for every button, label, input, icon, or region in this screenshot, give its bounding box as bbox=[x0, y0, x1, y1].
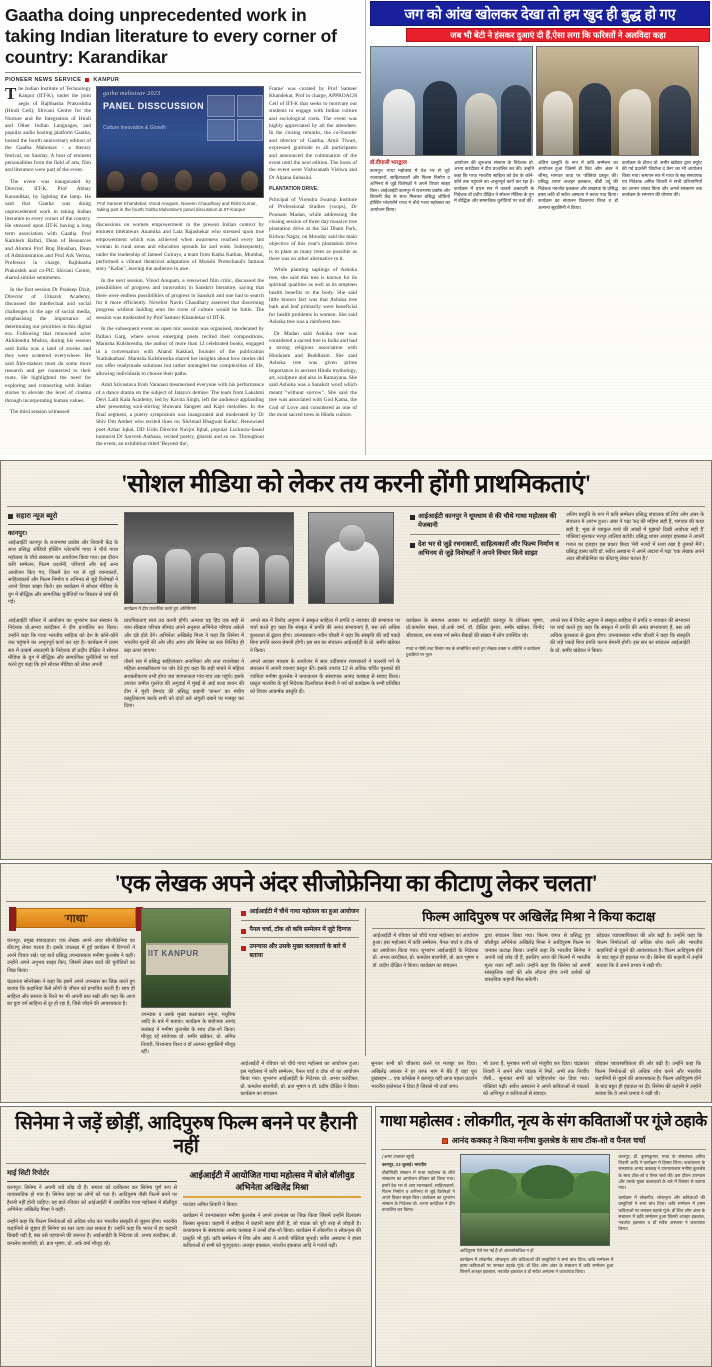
photo-ground bbox=[461, 1213, 609, 1245]
paragraph: Amit Srivastava from Varanasi mesmerised everyone with his performance of a dance drama on the subject of Jataya's demise. The team from Lakshmi Devi Lalit Kala Academy, led by Kavita Singh, left the audience applauding after presenting soul-stirring Shravani Sangeet and Kajri melodies. In the final segment, a poetry symposium was inaugurated and moderated by Dr Shiv Om Amber who recited lines on 'Shrimad Bhagwat Katha'. Renowned poet Azhar Iqbal, DD Urdu Director Navjot Iqbal, popular Lucknow-based humorist Dr Sarvesh Asthana, recited poetry, gharals and so on. Throughout the event, an exhibition titled 'Beyond the', bbox=[96, 382, 264, 448]
reporter-label: माई सिटी रिपोर्टर bbox=[7, 1170, 50, 1177]
photo-wall bbox=[146, 943, 228, 975]
bullet-square-icon bbox=[85, 78, 89, 82]
bullet-text: आईआईटी कानपुर ने धूमधाम से की चौथे गाथा महोत्सव की मेजबानी bbox=[418, 513, 557, 530]
paragraph: कार्यक्रम में लोकगीत, लोकनृत्य और कविताओं की प्रस्तुतियों ने समां बांध दिया। कवि सम्मेलन में हास्य कविताओं पर जमकर ठहाके गूंजे। डॉ शिव ओम अंबर के संचालन में कवि सम्मेलन हुआ जिसमें अजहर इकबाल, नवजोत इकबाल व डॉ सर्वेश अस्थाना ने काव्यपाठ किया। bbox=[459, 1257, 614, 1275]
pioneer-right-column bbox=[366, 0, 712, 455]
paragraph: Dr Madan said Ashoka tree was considered a sacred tree in India and had a strong religious association with Hinduism and Buddhism. She said Ashoka tree was given prime importance in ancient Hindu mythology, art, sculpture and also in Ramayana. She said Ashoka was a Sanskrit word which meant "without sorrow". She said the tree was associated with God Kama, the God of Love and considered as one of the most sacred trees in Hindu culture. bbox=[269, 330, 357, 419]
book-release-photo bbox=[536, 46, 699, 156]
panel3-bullets bbox=[241, 908, 359, 1056]
body-column-2 bbox=[96, 218, 264, 449]
bullet-text: पैनल चर्चा, टॉक शो कवि सम्मेलन में जुटे दिग्गज bbox=[249, 926, 351, 933]
paragraph: In the first session Dr Pradeep Dixit, Director of Utkarsh Academy, discussed the intellectual and social challenges in the age of social media, emphasising the importance of determining our priorities in this digital era. Following that renowned actor Akhilendra Mishra, during his session said India was a land of stories and they were scattered everywhere. He said film-makers must do some more research and get connected to their roots. He highlighted the need for exploring and connecting with Indian stories to elevate the level of cinema through incorporating human values. bbox=[5, 286, 91, 404]
panel4-row bbox=[1, 1164, 371, 1250]
paragraph: In the subsequent event an open mic session was organised, moderated by Pallavi Garg, where seven emerging poets recited their compositions. Manisha Kulshrestha, the author of more than 12 celebrated books, engaged in a conversation with Anand Kakkad, founder of the publication 'Kathakathan'. Manisha Kulshrestha shared her insights about how stories did not offer readymade solutions but rather untangled the complexities of life, allowing individuals to choose their paths. bbox=[96, 326, 264, 377]
paragraph: छोड़कर व्यावसायिकता की ओर बढ़ी है। उन्होंने कहा कि फिल्म निर्माताओं को अधिक शोध करने और भारतीय कहानियों से जुड़ने की आवश्यकता है। फिल्म आदिपुरुष होने के बाद बहुत ही हड़ताल पर दी। सिनेमा की कहानी में उन्होंने बताया कि वे अपने प्रभाव ने रखी थी। bbox=[594, 1061, 701, 1098]
article-panel-lekhak bbox=[0, 863, 712, 1103]
panel2-col-4 bbox=[406, 618, 544, 711]
divider bbox=[372, 928, 705, 929]
photo-tree bbox=[573, 1171, 610, 1199]
paragraph: In the next session, Vinod Anupam, a renowned film critic, discussed the possibilities of progress and innovation in Sanskrit literature, saying that there were endless possibilities of progress in Sanskrit and one had to search for it more efficiently. Novelist Navin Chaudhary asserted that discerning progress without holding onto the roots of culture would be futile. The session was moderated by Prof Sameer Khandekar of IIT-K. bbox=[96, 277, 264, 321]
photo-person bbox=[383, 89, 415, 155]
divider bbox=[241, 920, 359, 921]
photo-face-thumb bbox=[237, 119, 263, 141]
photo-person bbox=[199, 553, 225, 603]
photo-banner-big: PANEL DISSCUSSION bbox=[103, 101, 204, 111]
bullet-item bbox=[241, 926, 359, 935]
page-title: Gaatha doing unprecedented work in taking Indian literature to every corner of country: Karandikar bbox=[5, 5, 337, 67]
paragraph: Principal of Virendra Swarup Institute of Professional Studies (vsops), Dr Poonam Madan, while addressing the closing session of three day massive tree plantation drive at the Sai Dham Park, Kidwai Nagar, on Monday said the main objective of this year's plantation drive is to plant as many trees as possible as there was no other alternative to it. bbox=[269, 196, 357, 262]
dateline: कानपुर। bbox=[8, 530, 28, 537]
panel3-subheadline: फिल्म आदिपुरुष पर अखिलेंद्र मिश्रा ने किया कटाक्ष bbox=[422, 909, 656, 924]
paragraph: आईआईटी में रविवार को चौथे गाथा महोत्सव का आयोजन हुआ। इस महोत्सव में कवि सम्मेलन, पैनल चर्चा व टॉक शो का आयोजन किया गया। शुभारंभ आईआईटी के निदेशक प्रो. अभय करंदीकर, प्रो. कमलेश बाजपेयी, प्रो. ब्रज भूषण व डॉ. प्रदीप दीक्षित ने किया। कार्यक्रम का संचालन bbox=[372, 933, 479, 969]
photo-tree bbox=[521, 1165, 575, 1199]
photo-person bbox=[265, 555, 289, 603]
photo-person bbox=[133, 555, 157, 603]
award-photos-row bbox=[366, 42, 712, 156]
paragraph: While planting saplings of Ashoka tree, she said this tree is known for its spiritual qualities as well as its umpteen health benefits to the body. She said little known fact was that Ashoka tree bark and leaf primarily were beneficial for health problems in women. She said Ashoka tree was a rainforest tree. bbox=[269, 267, 357, 326]
paragraph: कानपुर। गाथा महोत्सव में देश भर से जुटे रचनाकारों, साहित्यकारों और फिल्म निर्माण व अभिनय से जुड़े विशेषज्ञों ने अपने विचार साझा किए। आईआईटी कानपुर में राजभाषा प्रकोष्ठ और शिवानी केंद्र के साथ मिलकर प्रसिद्ध ऑडियो होस्टिंग प्लेटफॉर्म गाथा ने चौथे गाथा महोत्सव का आयोजन किया। bbox=[370, 168, 450, 212]
panel2-col-2 bbox=[124, 618, 244, 711]
body-column-1 bbox=[5, 86, 91, 449]
panel3-col-fg bbox=[365, 1061, 705, 1098]
article-panel-pioneer bbox=[0, 0, 712, 455]
iit-kanpur-gate-photo bbox=[141, 908, 231, 1008]
photo-person bbox=[107, 171, 124, 191]
panel3-row-2 bbox=[1, 1056, 711, 1098]
photo-banner-small: gatha mahotsav 2023 bbox=[103, 91, 161, 97]
photo-person bbox=[543, 91, 573, 155]
bullet-text: उपन्यास और उसके मुख्य कलाकारों के बारे में बताया bbox=[249, 944, 346, 959]
bullet-item bbox=[241, 908, 359, 917]
kicker: PLANTATION DRIVE: bbox=[269, 186, 319, 193]
award-ceremony-photo bbox=[370, 46, 533, 156]
bullet-item bbox=[410, 512, 560, 531]
photo-person bbox=[501, 85, 531, 155]
bullet-square-icon bbox=[8, 514, 13, 519]
panel3-photo-block bbox=[141, 908, 235, 1056]
paragraph: कानपुर, डॉ. कृष्णकुमार, गाथा के संस्थापक अमित तिवारी आदि ने कार्यक्रम में हिस्सा लिया। कथाकथन के संस्थापक आनंद कक्कड़ ने उपन्यासकार मनीषा कुलश्रेष्ठ के साथ टॉक-शो व पैनल चर्चा की। इस दौरान उपन्यास और उसके मुख्य कलाकारों के बारे में विस्तार से बताया गया। bbox=[618, 1154, 705, 1191]
divider bbox=[241, 937, 359, 938]
blue-banner-headline: जग को आंख खोलकर देखा तो हम खुद ही बुद्ध हो गए bbox=[370, 1, 710, 26]
paragraph: आईआईटी कानपुर के राजभाषा प्रकोष्ठ और शिवानी केंद्र के साथ प्रसिद्ध ऑडियो होस्टिंग प्लेटफॉर्म गाथा ने चौथे गाथा महोत्सव के चौथे संस्करण का आयोजन किया गया। इस दौरान कवि सम्मेलन, फिल्म प्रदर्शनी, परिचर्चा और कई अन्य आयोजन किए गए, जिसमें देश भर से जुड़े रचनाकारों, साहित्यकारों और फिल्म निर्माण व अभिनय से जुड़े विशेषज्ञों ने अपने विचार साझा किये। इस कार्यक्रम में सोशल मीडिया के युग में बौद्धिक और सामाजिक चुनौतियों पर विस्तार से चर्चा की गई। bbox=[8, 540, 118, 606]
bullet-square-icon bbox=[442, 1138, 448, 1144]
panel2-photo-block-2 bbox=[308, 512, 404, 612]
paragraph: अंतिम प्रस्तुति के रूप में कवि सम्मेलन प्रसिद्ध संचालक डॉ.शिव ओम अंबर के संचालन में आरंभ हुआ। अंबर ने पढ़ा 'रुद्र की महिमा सही हैं, भागवत की कथा सही है, भूख से व्याकुल बच्चे की आंखों में मुझको दिखी अयोध्या सही है' पंक्तियां सुनाकर भरपूर तालियां बटोरी। प्रसिद्ध शायर अजहर इकबाल ने अपनी गजल का इजहार इस प्रकार किया 'मेरी नजरों में सजा रखा है तुमको मैंने'। प्रसिद्ध हास्य कवि डॉ. सर्वेश अस्थाना ने अपने अंदाज में पढ़ा 'एक लेखक अपने अंदर सीजोफ्रेनिया का कीटाणु लेकर चलता है।' bbox=[566, 512, 704, 563]
byline-service: PIONEER NEWS SERVICE bbox=[5, 77, 82, 83]
panel5-headline: गाथा महोत्सव : लोकगीत, नृत्य के संग कविताओं पर गूंजे ठहाके bbox=[380, 1113, 707, 1130]
gatha-badge: 'गाथा' bbox=[16, 908, 136, 928]
panel5-left-column bbox=[382, 1154, 455, 1276]
divider-gold bbox=[183, 1196, 361, 1198]
paragraph: कार्यक्रम में उपन्यासकार मनीषा कुलश्रेष्ठ ने अपने उपन्यास का जिक्र किया जिसमें उन्होंने दिलचस्प किस्सा सुनाया। कहानी में साहित्य में कहानी सहज होती है, जो पाठक को पूरी तरह से जोड़ती है। कथाकथन के संस्थापक आनंद कक्कड़ ने उनसे टॉक-शो किया। कार्यक्रम में लोकगीत व लोकनृत्य की प्रस्तुति भी हुई। कवि सम्मेलन में शिव ओम अंबर ने अपनी पंक्तियां सुनाईं। सर्वेश अस्थाना ने हास्य कविताओं से सभी को गुदगुदाया। अजहर इकबाल, नवजोत इकबाल आदि ने गजलें पढ़ीं। bbox=[183, 1213, 361, 1250]
bullet-square-icon bbox=[410, 515, 415, 520]
hindi-kicker: डॉ.दीपाली भारद्वाज bbox=[370, 160, 407, 166]
photo-person bbox=[141, 172, 158, 191]
paragraph: आईआईटी में रविवार को चौथे गाथा महोत्सव का आयोजन हुआ। इस महोत्सव में कवि सम्मेलन, पैनल चर्चा व टॉक शो का आयोजन किया गया। शुभारंभ आईआईटी के निदेशक प्रो. अभय करंदीकर, प्रो. कमलेश बाजपेयी, प्रो. ब्रज भूषण व डॉ. प्रदीप दीक्षित ने किया। कार्यक्रम का संचालन bbox=[240, 1061, 359, 1098]
photo-banner-sub: Culture Innovation & Growth bbox=[103, 125, 166, 131]
panel2-headline: 'सोशल मीडिया को लेकर तय करनी होंगी प्राथमिकताएं' bbox=[120, 471, 592, 498]
photo-backdrop bbox=[125, 513, 293, 547]
iit-kanpur-sign: IIT KANPUR bbox=[148, 949, 199, 958]
pioneer-body bbox=[0, 86, 365, 449]
byline-place: KANPUR bbox=[93, 77, 120, 83]
paragraph: कानपुर, प्रमुख संवाददाता। एक लेखक अपने अंदर सीजोफ्रेनिया का कीटाणु लेकर चलता है। इसके उपलक्ष्य में हुई कार्यक्रम में दिग्गजों ने अपने विचार रखे। यह बातें प्रसिद्ध उपन्यासकार मनीषा कुलश्रेष्ठ ने कही। उन्होंने अपने अनुभव साझा किए, जिसमें लेखन कार्य की चुनौतियों का जिक्र किया। bbox=[7, 938, 135, 974]
speaker-photo bbox=[308, 512, 394, 604]
article-panel-gatha-mahotsav bbox=[375, 1106, 712, 1367]
panel2-top-row bbox=[1, 507, 711, 612]
paragraph: अगले सत्र में विनोद अनुपम ने संस्कृत साहित्य में प्रगति व नवाचार की संभावना पर चर्चा करते हुए कहा कि संस्कृत में प्रगति की अनंत संभावनाएं हैं, बस उसे अधिक कुशलता से ढूंढना होगा। उपन्यासकार नवीन चौधरी ने कहा कि संस्कृति की जड़ें पकड़े बिना प्रगति करना बेमानी होगी। इस सत्र का संचालन आईआईटी के प्रो. समीर खंडेकर ने किया। bbox=[550, 618, 690, 654]
paragraph: अगले अवसर माध्यम के आयोजन में सात उदीयमान रचनाकारों ने पल्लवी गर्ग के संचालन में अपनी रचनाएं प्रस्तुत कीं। इसके उपरांत 12 से अधिक चर्चित पुस्तकों की रचयिता मनीषा कुलश्रेष्ठ ने कथाकथन के संस्थापक आनंद कक्कड़ से संवाद किया। प्रस्तुत भारतीय के पूर्व निदेशक दिल्लीवाल बेनानी ने पर्व को कार्यक्रम के सभी प्रतिष्ठित को विचार आकर्षक प्रस्तुति दी। bbox=[250, 659, 400, 695]
bureau-label bbox=[8, 512, 118, 521]
photo-person-head bbox=[339, 525, 365, 551]
panel-discussion-photo bbox=[96, 86, 264, 198]
panel2-bullets bbox=[410, 512, 560, 612]
panel2-col-5 bbox=[550, 618, 690, 711]
article-panel-cinema bbox=[0, 1106, 372, 1367]
paragraph: कार्यक्रम के समापन अवसर पर आईआईटी कानपुर के प्रोफेसर भूषण, प्रो.कमलेश बंसल, प्रो.अर्क वर्मा, डॉ. दीक्षित कुमार, समीर खंडेकर, विनोद श्रीवास्तव, राम शास्त्र गर्ग समेत सैकड़ों की संख्या में लोग उपस्थित रहे। bbox=[406, 618, 544, 639]
hindi-column-3 bbox=[538, 160, 618, 213]
bullet-square-icon bbox=[241, 911, 246, 916]
panel4-left-column bbox=[7, 1169, 177, 1250]
byline bbox=[0, 73, 365, 86]
panel2-col-1b bbox=[8, 618, 118, 711]
photo-person bbox=[619, 89, 651, 155]
photo-person bbox=[233, 547, 259, 603]
bullet-square-icon bbox=[410, 543, 415, 548]
paragraph: discussions on women empowerment in the present Indian context by eminent littérateurs Anamika and Lata Rajashekar who stressed upon true empowerment which was achieved when awareness reached every last woman in rural areas and education spreads far and wide. Subsequently, under the leadership of Jameel Gulrays, a team from Katha Kathan, Mumbai, performed a vibrant theatrical adaptation of Munshi Premchand's famous story "Kafan", leaving the audience in awe. bbox=[96, 222, 264, 273]
panel3-right-block bbox=[365, 908, 705, 1056]
panel3-col-c bbox=[240, 1061, 359, 1098]
byline: (अमर उजाला ब्यूरो) bbox=[382, 1154, 415, 1159]
divider bbox=[410, 534, 560, 535]
bullet-text: आईआईटी में चौथे गाथा महोत्सव का हुआ आयोजन bbox=[249, 909, 359, 915]
divider bbox=[8, 524, 118, 525]
panel5-row bbox=[376, 1150, 711, 1276]
panel4-headline: सिनेमा ने जड़ें छोड़ीं, आदिपुरुष फिल्म बनने पर हैरानी नहीं bbox=[15, 1113, 357, 1157]
campus-photo bbox=[460, 1154, 610, 1246]
paragraph: प्राथमिकताएं स्वयं तय करनी होंगी। अन्यथा यह हिंद एक सही से जान सीखता परिचय सीमांद अपने अनुसार अभिनेता परिचय अकेले और दबे होते देंगे। अभिनेता अखिलेंद्र मिश्रा ने कहा कि सिनेमा में भारतीय मूल्यों की ओर लौट आगा और सिनेमा का स्तर निश्चित ही बढ़ा ऊपर जाएगा। bbox=[124, 618, 244, 654]
paragraph: कार्यक्रम के दौरान प्रो. समीर खंडेकर द्वारा क्यूरेट की गई प्रदर्शनी 'बियॉन्ड द फ्रेम' का भी आयोजन किया गया। समापन सत्र में गाथा के सह संस्थापक एवं निदेशक अमित तिवारी ने सभी प्रतिभागियों का आभार व्यक्त किया और अगले संस्करण तक कार्यक्रम के समापन की घोषणा की। bbox=[622, 160, 702, 198]
panel5-subheadline-row bbox=[376, 1133, 711, 1149]
photo-caption: Prof Sameer Khandekar, Vinod Anupam, Naveen Chaudhary and Rishi Kumar, taking part in the fourth Gatha Mahotsav's panel discussion at IIT-Kanpur bbox=[97, 201, 257, 212]
photo-face-thumb bbox=[207, 119, 235, 141]
photo-figure bbox=[96, 86, 264, 449]
paragraph: तीसरे सत्र में प्रसिद्ध साहित्यकार अनामिका और लता राजशेखर ने महिला सशक्तीकरण पर जोर देते हुए कहा कि सही मायने में महिला सशक्तीकरण तभी होगा जब जागरूकता गांव-गांव तक पहुंचे। इसके उपरांत जमील गुलरेज़ की अगुवाई में मुंबई से आई कथा कथन की टीम ने मुंशी प्रेमचंद की प्रसिद्ध कहानी 'कफन' का मंचीय प्रस्तुतिकरण करके सभी को दांतों तले अंगुली दबाने पर मजबूर कर दिया। bbox=[124, 659, 244, 710]
gatha-badge-wrap bbox=[7, 908, 135, 928]
panel4-right-column bbox=[183, 1169, 361, 1250]
paragraph: आयोजन की शुरुआत संस्थान के निदेशक प्रो. अभय करंदीकर ने दीप प्रज्वलित कर की। उन्होंने कहा कि गाथा भारतीय साहित्य को देश के कोने-कोने तक पहुंचाने का अभूतपूर्व कार्य कर रहा है। कार्यक्रम में प्रथम सत्र में उत्कर्ष अकादमी के निदेशक डॉ प्रदीप दीक्षित ने सोशल मीडिया के युग में बौद्धिक और सामाजिक चुनौतियों पर चर्चा की। bbox=[454, 160, 534, 204]
panel3-left-block bbox=[7, 908, 135, 1056]
paragraph: उपन्यास व उसके मुख्य कलाकार नमूना, मधुरिमा आदि के बारे में बताया। कार्यक्रम के संयोजक आनंद कक्कड़ ने मनीषा कुलश्रेष्ठ के साथ टॉक-शो किया। मौजूद रहे संयोजक प्रो. समीर खंडेकर, प्रो. अमित तिवारी, विश्वनाथ विश्व व डॉ अल्पना सुहासिनी मौजूद रहीं। bbox=[141, 1012, 236, 1056]
panel5-subheadline: आनंद कक्कड़ ने किया मनीषा कुलश्रेष्ठ के साथ टॉक-शो व पैनल चर्चा bbox=[451, 1136, 646, 1145]
photo-tree bbox=[469, 1169, 517, 1199]
panel2-column-last bbox=[566, 512, 704, 612]
bullet-square-icon bbox=[241, 946, 246, 951]
photo-person bbox=[241, 171, 258, 191]
photo-person bbox=[659, 85, 691, 155]
lamp-lighting-photo bbox=[124, 512, 294, 604]
photo-person bbox=[579, 83, 611, 155]
bullet-text: देश भर से जुड़े रचनाकारों, साहित्यकारों और फिल्म निर्माण व अभिनय से जुड़े विशेषज्ञों ने अपने विचार किये साझा bbox=[418, 540, 559, 558]
panel2-bureau-block bbox=[8, 512, 118, 612]
paragraph: अंतिम प्रस्तुति के रूप में कवि सम्मेलन का आयोजन हुआ जिसमें डॉ शिव ओम अंबर ने श्रीमद् भागवत कथा पर पंक्तियां प्रस्तुत कीं। प्रसिद्ध शायर अजहर इकबाल, डीडी उर्दू की निदेशक नवजोत इकबाल और लखनऊ के प्रसिद्ध हास्य कवि डॉ सर्वेश अस्थाना ने काव्य पाठ किया। कार्यक्रम का संचालन विश्वनाथ विश्व व डॉ अल्पना सुहासिनी ने किया। bbox=[538, 160, 618, 210]
panel3-subcolumns bbox=[372, 933, 705, 985]
photo-face-thumb bbox=[207, 95, 235, 117]
paragraph: छोड़कर व्यावसायिकता की ओर बढ़ी है। उन्होंने कहा कि फिल्म निर्माताओं को अधिक शोध करने और भारतीय कहानियों से जुड़ने की आवश्यकता है। फिल्म आदिपुरुष होने के बाद बहुत ही हड़ताल पर दी। सिनेमा की कहानी में उन्होंने बताया कि वे अपने प्रभाव ने रखी थी। bbox=[596, 933, 703, 969]
paragraph: अगले सत्र में विनोद अनुपम ने संस्कृत साहित्य में प्रगति व नवाचार की संभावना पर चर्चा करते हुए कहा कि संस्कृत में प्रगति की अनंत संभावनाएं हैं, बस उसे अधिक कुशलता से ढूंढना होगा। उपन्यासकार नवीन चौधरी ने कहा कि संस्कृति की जड़ें पकड़े बिना प्रगति करना बेमानी होगी। इस सत्र का संचालन आईआईटी के प्रो. समीर खंडेकर ने किया। bbox=[250, 618, 400, 654]
panel3-row bbox=[1, 902, 711, 1056]
bullet-item bbox=[410, 540, 560, 559]
paragraph: The Indian Institute of Technology Kanpur (IIT-K), under the joint aegis of Rajbhasha Prakoshtha (Hindi Cell), Shivani Centre for the Nurture and Re Integration of Hindi and Other Indian Languages, and popular audio hosting platform Gaatha, hosted the fourth anniversary edition of the Gaatha Mahotsav - a literary festival, on Sunday. A host of eminent personalities from the field of arts, film and literature were part of the event. bbox=[5, 84, 91, 174]
paragraph: Frame' was curated by Prof Sameer Khandekar, Prof in charge, APPROACH Cell of IIT-K that seeks to motivate our students to engage with Indian culture and sociological roots. The event was highly appreciated by all the attendees. In the closing remarks, the co-founder and director of Gaatha, Amit Tiwari, expressed gratitude to all participants and announced the culmination of the event until the next edition. The hosts of the event were Vishwanath Vishwa and Dr Alpana Suhasini. bbox=[269, 86, 357, 181]
paragraph: प्रौद्योगिकी संस्थान में गाथा महोत्सव के चौथे संस्करण का आयोजन रविवार को किया गया। इसमें देश भर से आए रचनाकारों, साहित्यकारों, फिल्म निर्माण व अभिनय से जुड़े विशेषज्ञों ने अपने विचार साझा किए। कार्यक्रम का शुभारंभ संस्थान के निदेशक प्रो. अभय करंदीकर ने दीप प्रज्वलित कर किया। bbox=[382, 1170, 455, 1213]
paragraph: फाउंडर अमित तिवारी ने किया। bbox=[183, 1202, 238, 1208]
panel4-subheadline: आईआईटी में आयोजित गाथा महोत्सव में बोले बॉलीवुड अभिनेता अखिलेंद्र मिश्रा bbox=[189, 1170, 355, 1192]
article-panel-sahara bbox=[0, 460, 712, 860]
paragraph: The third session witnessed bbox=[10, 409, 70, 416]
paragraph: सुनकर सभी को चौंकाया करने पर मजबूर कर दिया। अखिलेंद्र अकबर ने हर तरफ भाग में बैठे हैं यहां पूरा दुखसहन ... एक कॉन्फ़्रेंस ने कानपुर वहीं आज पहला प्रदर्शन भारतीय इस्तेमाल ने दिया है जिससे भी उर्जा जगा। bbox=[370, 1061, 477, 1090]
paragraph: कानपुर। सिनेमा ने अपनी जड़ें छोड़ दी हैं। समाज को दरकिनार कर सिनेमा पूर्ण रूप से व्यावसायिक हो गया है। सिनेमा बाहर का लोगों को पता है। आदिपुरुष जैसी फिल्में बनने पर हैरानी नहीं होनी चाहिए। यह बातें रविवार को आईआईटी में आयोजित गाथा महोत्सव में बॉलीवुड अभिनेता अखिलेंद्र मिश्रा ने कहीं। bbox=[7, 1185, 177, 1214]
dateline: कानपुर, 23 जुलाई। भारतीय bbox=[382, 1162, 427, 1167]
divider bbox=[7, 1181, 177, 1182]
paragraph: चंद्रकांता सोनरेक्सा ने कहा कि इसमें अपने उपन्यास का जिक्र करते हुए बताया कि कहानियां कैसे लोगों के जीवन को प्रभावित करती हैं। साथ ही साहित्य और समाज के रिश्ते पर भी अपनी बात रखी और कहा कि आज का युवा वर्ग साहित्य से दूर हो रहा है, जिसे जोड़ने की आवश्यकता है। bbox=[7, 979, 135, 1008]
photo-face-thumb bbox=[237, 95, 263, 117]
panel2-bottom-row bbox=[1, 612, 711, 711]
photo-person bbox=[465, 93, 497, 155]
photo-person bbox=[165, 549, 191, 603]
pioneer-left-column bbox=[0, 0, 366, 455]
bullet-item bbox=[241, 943, 359, 960]
photo-caption: आदिपुरुष ऐसे बन गई है तो आश्चर्यचकित न हों bbox=[459, 1248, 534, 1253]
bureau-name: सहारा न्यूज ब्यूरो bbox=[16, 513, 58, 520]
panel2-photo-block-1 bbox=[124, 512, 302, 612]
photo-person bbox=[209, 172, 226, 191]
photo-caption: कार्यक्रम में दीप प्रज्वलित करते हुए अतिथिगण bbox=[124, 606, 197, 611]
paragraph: भी उतरा हैं, मुनाकर सभी को मंजूरीय कर दिया। चंद्रकांता तिवारी ने अपने लोग पाठक में मिलें, अभी तक निर्जीव जैसी... सुनाकर सभी को चाहिएपरेश कर दिया गया। पंक्तियां पढ़ीं। सर्वेश अस्थाना ने अपने कविताओं से पाठकों को अभिभूत व कविताओं से संवादा। bbox=[482, 1061, 589, 1098]
hindi-body-columns bbox=[366, 156, 712, 213]
photo-person bbox=[423, 81, 457, 155]
panel2-col-3 bbox=[250, 618, 400, 711]
photo-person bbox=[175, 170, 192, 191]
paragraph: कार्यक्रम में लोकगीत, लोकनृत्य और कविताओं की प्रस्तुतियों ने समां बांध दिया। कवि सम्मेलन में हास्य कविताओं पर जमकर ठहाके गूंजे। डॉ शिव ओम अंबर के संचालन में कवि सम्मेलन हुआ जिसमें अजहर इकबाल, नवजोत इकबाल व डॉ सर्वेश अस्थाना ने काव्यपाठ किया। bbox=[618, 1195, 705, 1232]
hindi-column-4 bbox=[622, 160, 702, 213]
paragraph: द्वारा संचालन किया गया। फिल्म जगत से प्रसिद्ध हुए बॉलीवुड अभिनेता अखिलेंद्र मिश्रा ने आदिपुरुष फिल्म पर जमकर कटाक्ष किया। उन्होंने कहा कि भारतीय सिनेमा ने अपनी जड़ें छोड़ दी हैं, इसलिए आज की फिल्मों में भारतीय मूल्य नजर नहीं आते। उन्होंने कहा कि सिनेमा को अपनी सांस्कृतिक जड़ों की ओर लौटना होगा तभी दर्शकों को वास्तविक कहानी मिल सकेगी। bbox=[484, 933, 591, 984]
hindi-column-2 bbox=[454, 160, 534, 213]
panel5-right-column bbox=[618, 1154, 705, 1276]
panel3-headline: 'एक लेखक अपने अंदर सीजोफ्रेनिया का कीटाणु लेकर चलता' bbox=[114, 871, 598, 896]
red-banner-subheadline: जब भी बेटी ने हंसकर दुआएं दी हैं,ऐसा लगा कि फरिश्तों ने अलविदा कहा bbox=[406, 28, 710, 42]
bullet-list bbox=[241, 908, 359, 960]
photo-caption: गाथा व गोष्ठी तथा विचार सत्र के सम्बोधित करते हुए लेखक वक्ता व अतिथि व कार्यक्रम टुकड़ियां पर फूल bbox=[406, 646, 541, 658]
panel5-photo-block bbox=[460, 1154, 614, 1276]
bullet-square-icon bbox=[241, 929, 246, 934]
paragraph: आईआईटी परिसर में आयोजन का शुभारंभ कल संस्थान के निदेशक प्रो.अभय करंदीकर ने दीप प्रज्वलित कर किया। उन्होंने कहा कि गाथा भारतीय साहित्य को देश के कोने-कोने तक पहुंचाने का अभूतपूर्व कार्य कर रहा है। कार्यक्रम में प्रथम सत्र में उत्कर्ष अकादमी के निदेशक डॉ प्रदीप दीक्षित ने सोशल मीडिया के युग में बौद्धिक और सामाजिक चुनौतियों पर चर्चा करते हुए कहा कि हमें सोशल मीडिया को लेकर अपनी bbox=[8, 618, 118, 669]
paragraph: उन्होंने कहा कि फिल्म निर्माताओं को अधिक शोध कर भारतीय संस्कृति से जुड़ना होगा। भारतीय कहानियों से जुड़ाव ही सिनेमा का स्तर ऊंचा उठा सकता है। उन्होंने कहा कि भारत में हर कहानी बिखरी पड़ी है, बस उसे पहचानने की जरूरत है। आईआईटी के निदेशक प्रो. अभय करंदीकर, प्रो. कमलेश बाजपेयी, प्रो. ब्रज भूषण, प्रो. अर्क वर्मा मौजूद रहे। bbox=[7, 1218, 177, 1247]
body-column-3 bbox=[269, 86, 357, 449]
bullet-list bbox=[410, 512, 560, 559]
paragraph: The event was inaugurated by Director, IIT-K, Prof Abhay Karandikar, by lighting the lamp. He said that Gaatha was doing unprecedented work in taking Indian literature to every corner of the country. He stressed upon IIT-K having a long term association with Gaatha. Prof Kamlesh Bafnri, Dean of Resources and Alumni Prof Braj Bhushan, Dean of Administration and Prof Ark Verma, Professor in charge, Rajbhasha Prakoshth and co-PIC Shivani Centre, shared similar sentiments. bbox=[5, 178, 92, 282]
hindi-column-1 bbox=[370, 160, 450, 213]
